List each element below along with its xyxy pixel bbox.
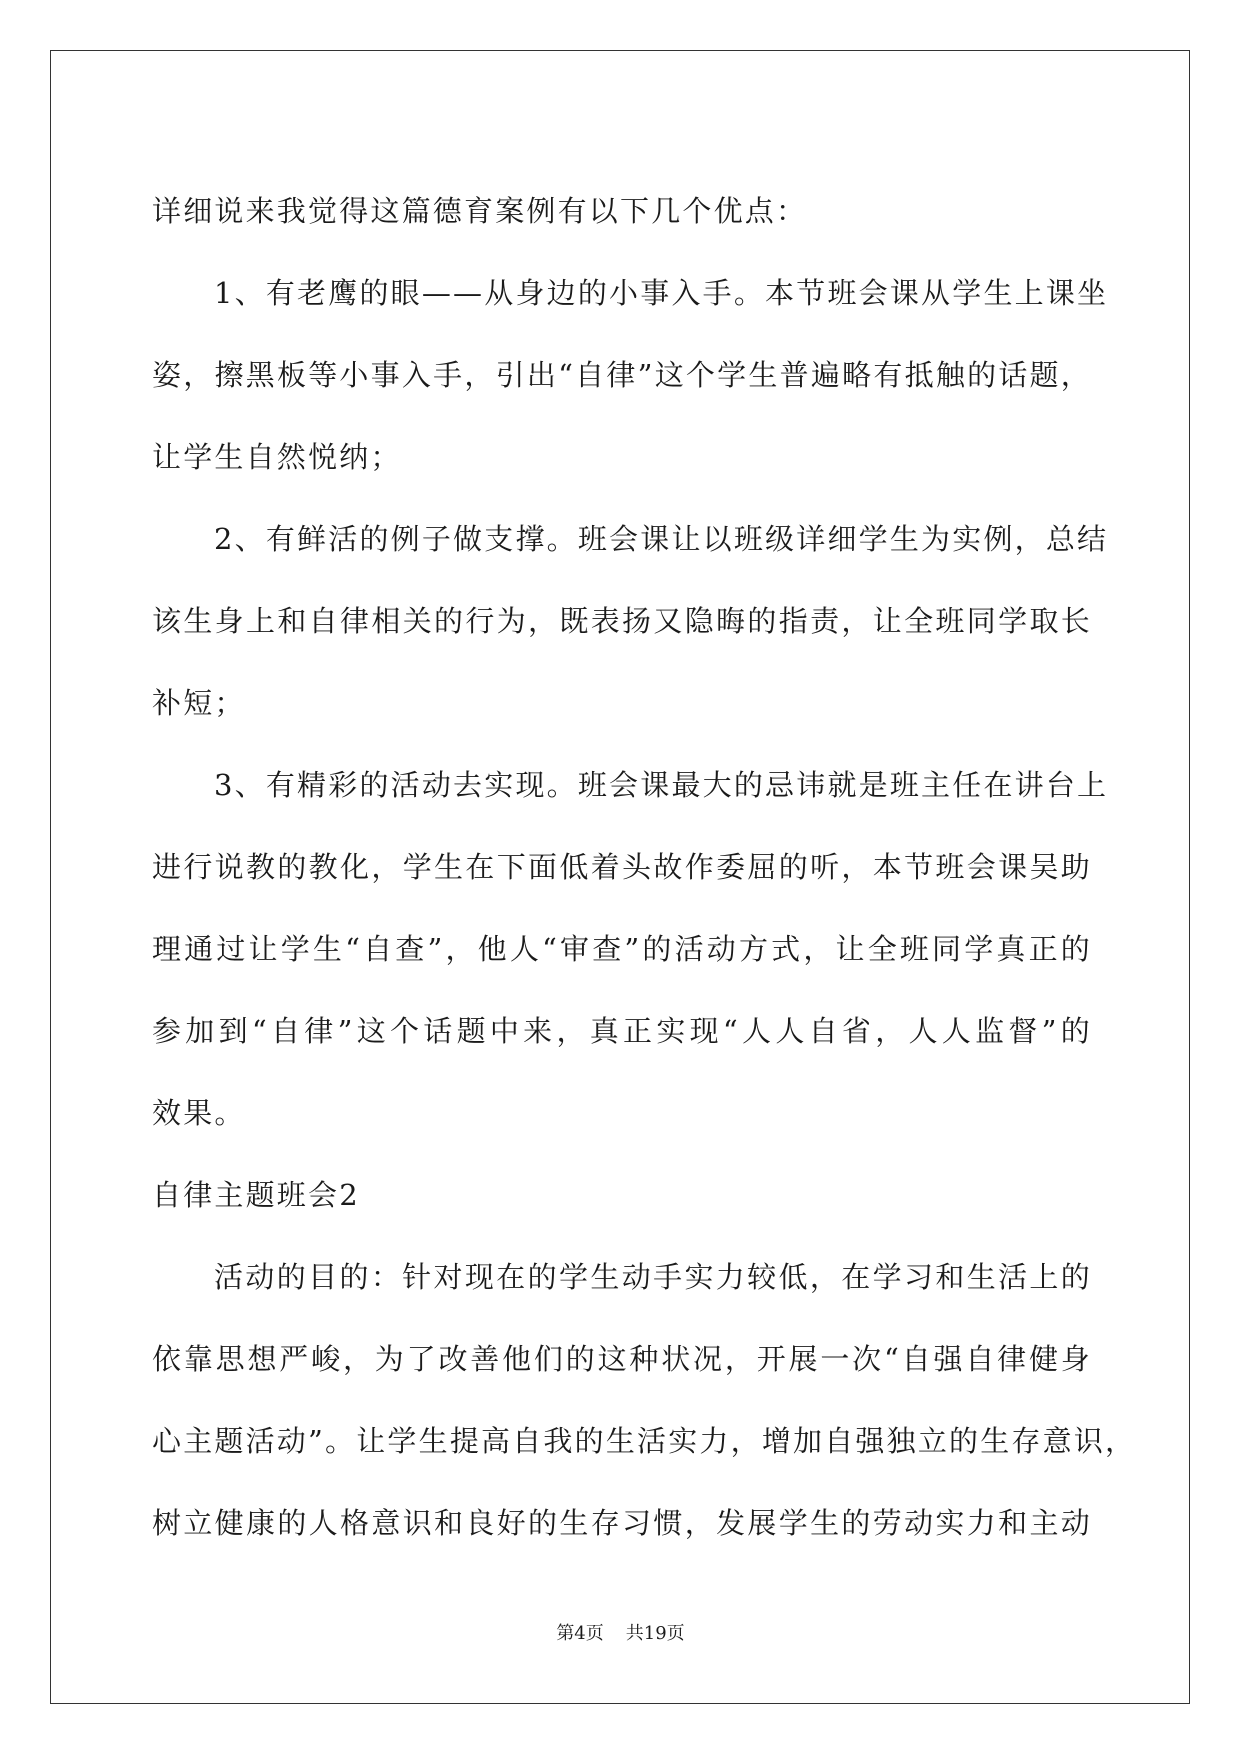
text-line: 2、有鲜活的例子做支撑。班会课让以班级详细学生为实例，总结 [214,522,1109,556]
text-line: 1、有老鹰的眼——从身边的小事入手。本节班会课从学生上课坐 [214,276,1109,310]
text-line: 活动的目的：针对现在的学生动手实力较低，在学习和生活上的 [214,1260,1092,1294]
text-line: 理通过让学生“自查”，他人“审查”的活动方式，让全班同学真正的 [152,932,1092,966]
text-line: 树立健康的人格意识和良好的生存习惯，发展学生的劳动实力和主动 [152,1506,1092,1540]
text-line: 进行说教的教化，学生在下面低着头故作委屈的听，本节班会课吴助 [152,850,1092,884]
text-line: 参加到“自律”这个话题中来，真正实现“人人自省，人人监督”的 [152,1014,1092,1048]
text-line: 补短； [152,686,246,720]
text-line: 3、有精彩的活动去实现。班会课最大的忌讳就是班主任在讲台上 [214,768,1109,802]
document-body [152,170,1137,1564]
text-line: 姿，擦黑板等小事入手，引出“自律”这个学生普遍略有抵触的话题， [152,358,1092,392]
text-line: 让学生自然悦纳； [152,440,402,474]
page-footer [0,1622,1241,1646]
text-line: 效果。 [152,1096,246,1130]
total-page-count: 共19页 [625,1623,685,1644]
current-page-number: 第4页 [556,1623,604,1644]
text-line: 心主题活动”。让学生提高自我的生活实力，增加自强独立的生存意识， [152,1424,1137,1458]
text-line: 该生身上和自律相关的行为，既表扬又隐晦的指责，让全班同学取长 [152,604,1092,638]
text-line: 详细说来我觉得这篇德育案例有以下几个优点： [152,194,808,228]
text-line: 依靠思想严峻，为了改善他们的这种状况，开展一次“自强自律健身 [152,1342,1092,1376]
section-heading: 自律主题班会2 [152,1178,360,1212]
